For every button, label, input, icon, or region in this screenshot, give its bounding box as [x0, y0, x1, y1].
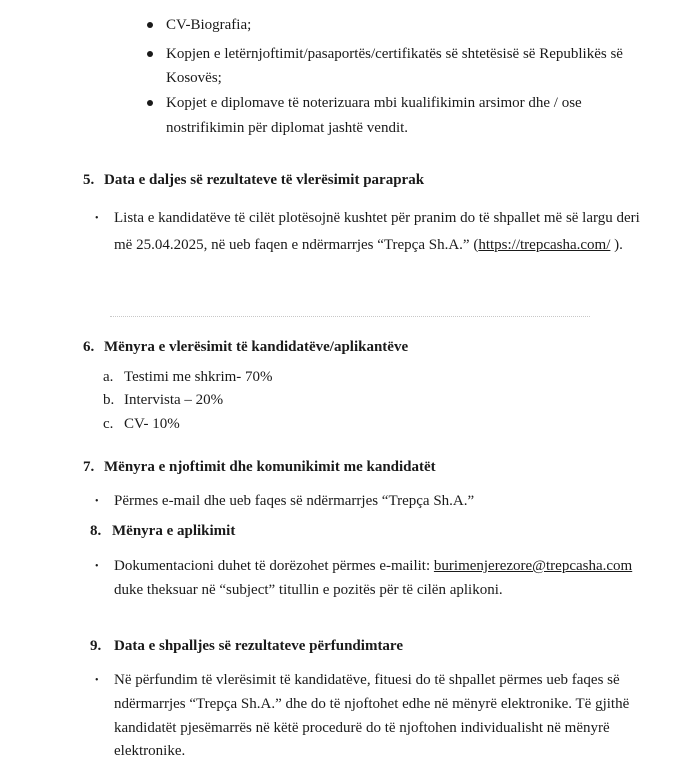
section-9-number: 9.: [90, 638, 102, 654]
eval-item-written-test: Testimi me shkrim- 70%: [124, 369, 273, 385]
bullet-icon: •: [95, 496, 99, 507]
section-8-text-pre: Dokumentacioni duhet të dorëzohet përmes e-mailit:: [114, 558, 434, 574]
section-8-title: Mënyra e aplikimit: [112, 523, 236, 539]
scan-artifact-line: [110, 316, 590, 318]
section-5-text-line1: Lista e kandidatëve të cilët plotësojnë kushtet për pranim do të shpallet më së largu deri: [114, 210, 640, 226]
section-5-title: Data e daljes së rezultateve të vlerësimit paraprak: [104, 172, 425, 188]
hr-email-link[interactable]: burimenjerezore@trepcasha.com: [433, 558, 633, 574]
doc-item-id: Kopjen e letërnjoftimit/pasaportës/certifikatës së shtetësisë së Republikës së: [166, 46, 623, 62]
section-9-text-line3: kandidatët pjesëmarrës në këtë procedurë do të njoftohen individualisht në mënyrë: [114, 720, 610, 736]
eval-item-marker: b.: [103, 392, 115, 408]
section-8-number: 8.: [90, 523, 102, 539]
bullet-icon: [147, 22, 153, 28]
section-8-text-line2: duke theksuar në “subject” titullin e pozitës për të cilën aplikoni.: [114, 582, 503, 598]
eval-item-marker: c.: [103, 416, 114, 432]
doc-item-diplomas: Kopjet e diplomave të noterizuara mbi kualifikimin arsimor dhe / ose: [166, 95, 582, 111]
section-9-title: Data e shpalljes së rezultateve përfundimtare: [114, 638, 403, 654]
section-6-title: Mënyra e vlerësimit të kandidatëve/aplikantëve: [104, 339, 409, 355]
section-5-text-post: ).: [610, 237, 623, 253]
section-7-number: 7.: [83, 459, 95, 475]
section-5-text-pre: më 25.04.2025, në ueb faqen e ndërmarrjes “Trepça Sh.A.” (: [114, 237, 479, 253]
bullet-icon: •: [95, 213, 99, 224]
bullet-icon: •: [95, 675, 99, 686]
bullet-icon: [147, 100, 153, 106]
section-9-text-line1: Në përfundim të vlerësimit të kandidatëve, fituesi do të shpallet përmes ueb faqes së: [114, 672, 620, 688]
section-9-text-line2: ndërmarrjes “Trepça Sh.A.” dhe do të njoftohet edhe në mënyrë elektronike. Të gjithë: [114, 696, 630, 712]
eval-item-interview: Intervista – 20%: [124, 392, 224, 408]
section-9-text-line4: elektronike.: [114, 743, 186, 759]
doc-item-cv: CV-Biografia;: [166, 17, 252, 33]
section-7-text: Përmes e-mail dhe ueb faqes së ndërmarrjes “Trepça Sh.A.”: [114, 493, 475, 509]
section-8-text-line1: [114, 557, 632, 575]
bullet-icon: •: [95, 561, 99, 572]
section-5-number: 5.: [83, 172, 95, 188]
eval-item-cv: CV- 10%: [124, 416, 180, 432]
trepca-website-link[interactable]: https://trepcasha.com/: [478, 237, 611, 253]
eval-item-marker: a.: [103, 369, 114, 385]
section-5-text-line2: [114, 236, 623, 254]
bullet-icon: [147, 51, 153, 57]
doc-item-diplomas-cont: nostrifikimin për diplomat jashtë vendit.: [166, 120, 409, 136]
section-6-number: 6.: [83, 339, 95, 355]
section-7-title: Mënyra e njoftimit dhe komunikimit me kandidatët: [104, 459, 436, 475]
doc-item-id-cont: Kosovës;: [166, 70, 222, 86]
